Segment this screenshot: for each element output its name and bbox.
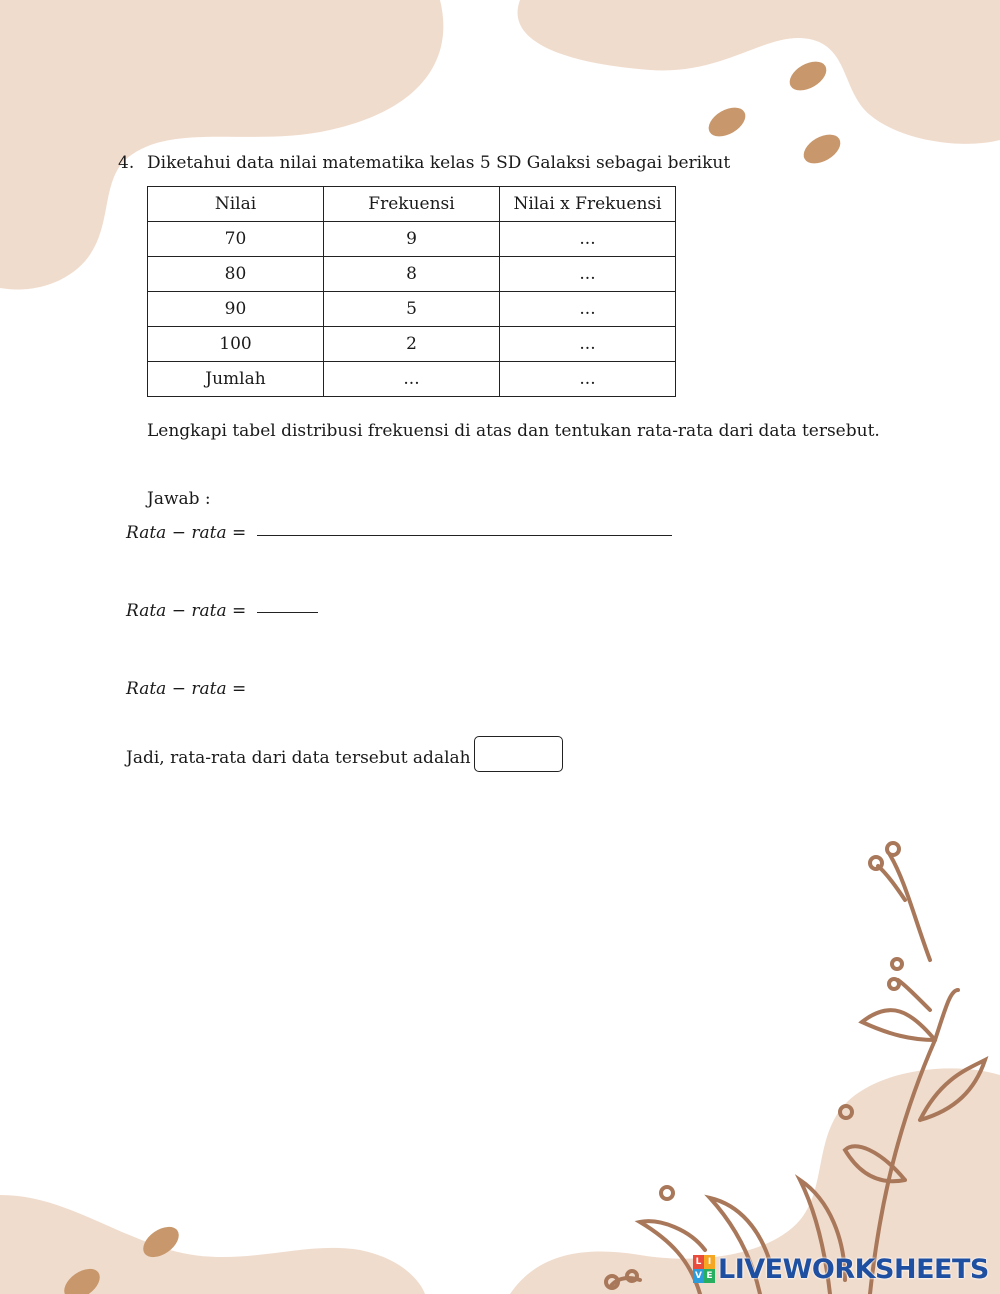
question-number: 4. — [118, 153, 135, 173]
logo-text: LIVEWORKSHEETS — [718, 1253, 989, 1285]
logo-mark-letter: I — [704, 1255, 715, 1269]
eq-lhs-right: rata — [191, 679, 227, 699]
eq-minus: − — [171, 601, 186, 621]
cell-nilai: 70 — [148, 222, 324, 257]
cell-nilai: 90 — [148, 292, 324, 327]
cell-frekuensi: 2 — [324, 327, 500, 362]
instruction-text: Lengkapi tabel distribusi frekuensi di atas dan tentukan rata-rata dari data tersebut. — [147, 421, 880, 441]
cell-total-product-blank[interactable]: ... — [500, 362, 676, 397]
logo-mark-icon — [693, 1255, 715, 1283]
cell-jumlah-label: Jumlah — [148, 362, 324, 397]
eq-equals: = — [232, 523, 247, 543]
answer-input-box[interactable] — [474, 736, 563, 772]
conclusion-text: Jadi, rata-rata dari data tersebut adalah — [126, 748, 471, 768]
cell-nilai: 80 — [148, 257, 324, 292]
logo-mark-letter: V — [693, 1269, 704, 1283]
header-nilai: Nilai — [148, 187, 324, 222]
table-total-row — [148, 362, 676, 397]
cell-product-blank[interactable]: ... — [500, 222, 676, 257]
cell-product-blank[interactable]: ... — [500, 292, 676, 327]
eq-equals: = — [232, 601, 247, 621]
equation-line-1 — [126, 523, 246, 543]
header-frekuensi: Frekuensi — [324, 187, 500, 222]
eq-lhs-left: Rata — [126, 679, 167, 699]
equation-line-3 — [126, 679, 246, 699]
eq-equals: = — [232, 679, 247, 699]
equation-line-2 — [126, 601, 246, 621]
table-row — [148, 257, 676, 292]
answer-label: Jawab : — [147, 489, 211, 509]
cell-frekuensi: 9 — [324, 222, 500, 257]
fraction-line-long — [257, 535, 672, 536]
table-row — [148, 222, 676, 257]
eq-lhs-right: rata — [191, 523, 227, 543]
cell-total-frekuensi-blank[interactable]: ... — [324, 362, 500, 397]
eq-minus: − — [171, 523, 186, 543]
table-header-row — [148, 187, 676, 222]
question-text: Diketahui data nilai matematika kelas 5 SD Galaksi sebagai berikut — [147, 153, 731, 173]
logo-mark-letter: L — [693, 1255, 704, 1269]
fraction-line-short — [257, 612, 318, 613]
cell-frekuensi: 5 — [324, 292, 500, 327]
eq-lhs-left: Rata — [126, 601, 167, 621]
cell-nilai: 100 — [148, 327, 324, 362]
cell-product-blank[interactable]: ... — [500, 257, 676, 292]
header-nilai-x-frekuensi: Nilai x Frekuensi — [500, 187, 676, 222]
eq-minus: − — [171, 679, 186, 699]
table-row — [148, 292, 676, 327]
question-line — [118, 153, 730, 173]
frequency-table — [147, 186, 676, 397]
logo-mark-letter: E — [704, 1269, 715, 1283]
table-row — [148, 327, 676, 362]
liveworksheets-logo — [693, 1252, 989, 1286]
cell-frekuensi: 8 — [324, 257, 500, 292]
eq-lhs-right: rata — [191, 601, 227, 621]
cell-product-blank[interactable]: ... — [500, 327, 676, 362]
eq-lhs-left: Rata — [126, 523, 167, 543]
